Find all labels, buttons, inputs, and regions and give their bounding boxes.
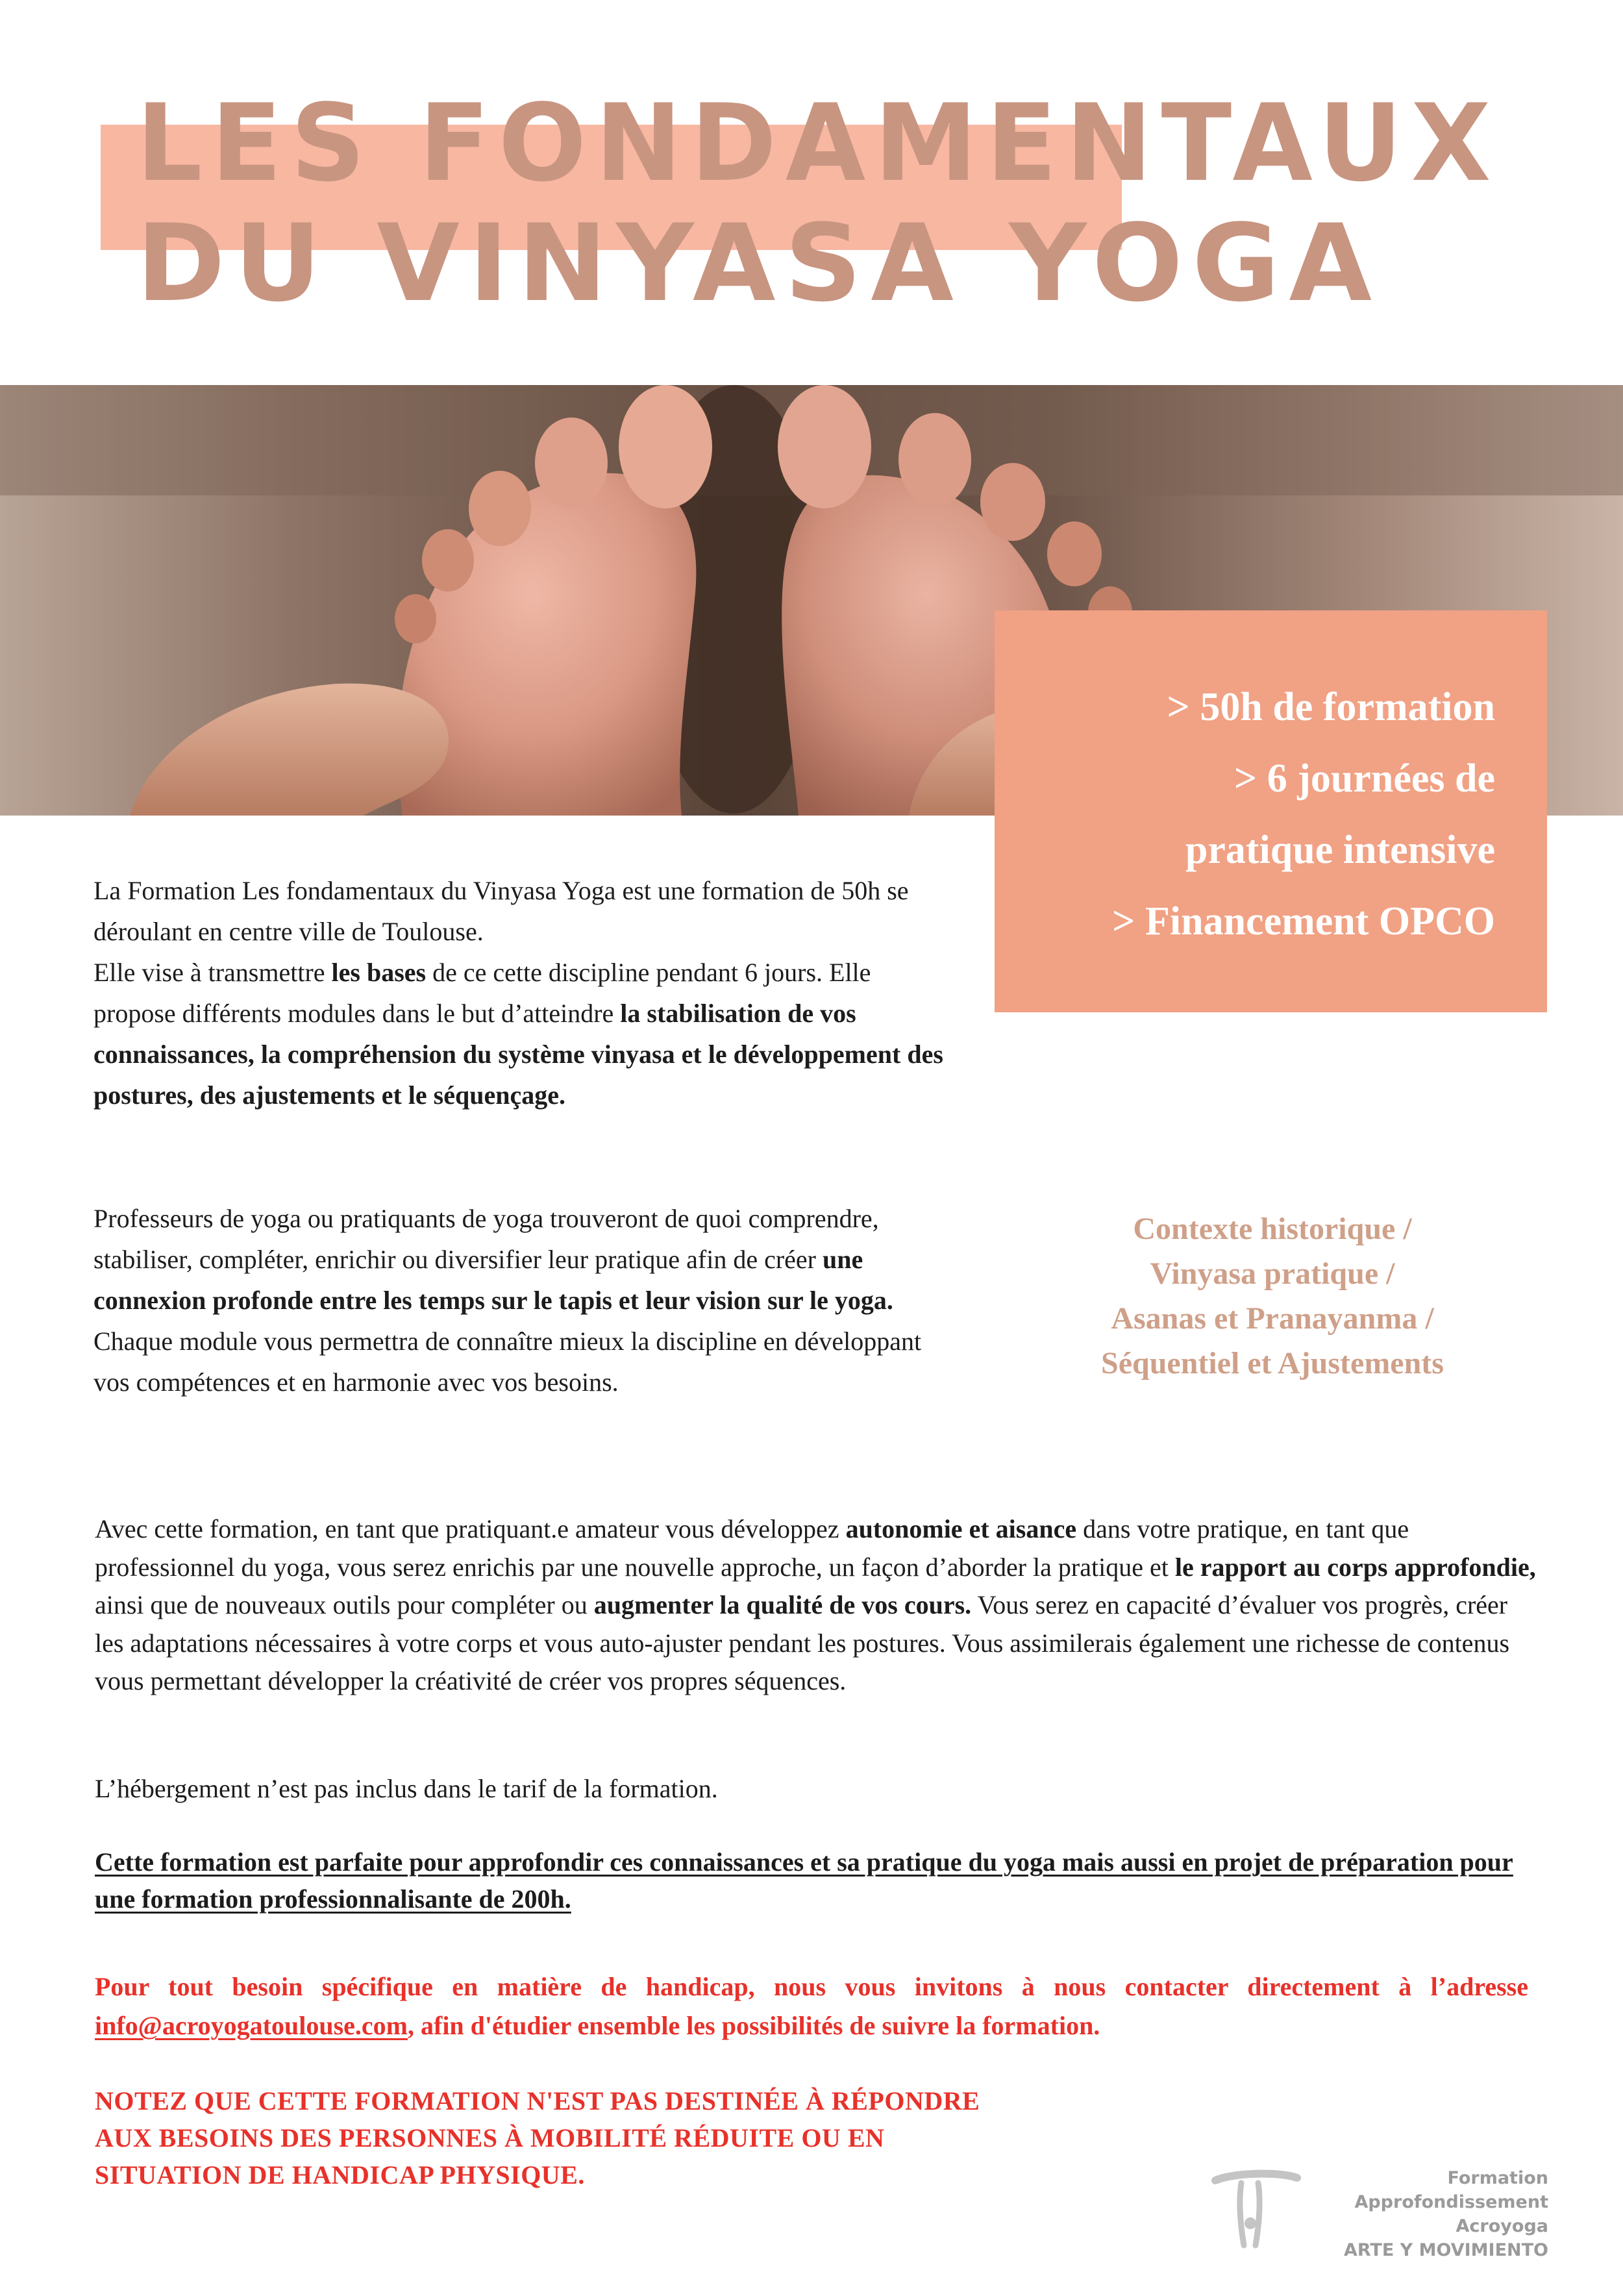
mobility-warning-line: NOTEZ QUE CETTE FORMATION N'EST PAS DESTINÉE À RÉPONDRE: [95, 2086, 980, 2115]
module-item: Asanas et Pranayanma /: [1111, 1301, 1434, 1336]
intro-bold: les bases: [331, 958, 427, 987]
footer-branding: [1298, 2166, 1548, 2262]
highlight-days-cont: pratique intensive: [1185, 828, 1495, 872]
page-title-line-1: LES FONDAMENTAUX: [136, 81, 1500, 205]
purpose-text: Cette formation est parfaite pour approfondir ces connaissances et sa pratique du yoga mais aussi en projet de préparation pour une formation professionnalisante de 200h.: [95, 1847, 1513, 1914]
intro-text: Elle vise à transmettre: [93, 958, 332, 987]
contact-email-link[interactable]: info@acroyogatoulouse.com: [95, 2011, 408, 2040]
arte-y-movimiento-logo-icon: [1208, 2161, 1305, 2258]
audience-paragraph: [93, 1198, 944, 1403]
purpose-statement: [95, 1843, 1542, 1917]
intro-bold: la stabilisation de vos connaissances, la compréhension du système vinyasa et le développement des postures, des ajustements et le séquençage.: [93, 999, 943, 1110]
intro-paragraph: [93, 870, 944, 1116]
module-item: Séquentiel et Ajustements: [1101, 1346, 1444, 1380]
mobility-warning-line: AUX BESOINS DES PERSONNES À MOBILITÉ RÉDUITE OU EN: [95, 2123, 885, 2152]
benefits-text: Vous serez en capacité d’évaluer vos progrès, créer les adaptations nécessaires à votre corps et vous auto-ajuster pendant les postures. Vous assimilerais également une richesse de contenus vous permettant développer la créativité de créer vos propres séquences.: [95, 1590, 1510, 1695]
accommodation-note: L’hébergement n’est pas inclus dans le tarif de la formation.: [95, 1774, 718, 1803]
benefits-bold: le rapport au corps approfondie,: [1174, 1552, 1536, 1582]
audience-bold: une connexion profonde entre les temps sur le tapis et leur vision sur le yoga.: [93, 1245, 893, 1315]
footer-line: Acroyoga: [1456, 2216, 1548, 2236]
mobility-warning-line: SITUATION DE HANDICAP PHYSIQUE.: [95, 2160, 585, 2190]
handicap-text: , afin d'étudier ensemble les possibilités de suivre la formation.: [408, 2011, 1100, 2040]
handicap-text: Pour tout besoin spécifique en matière de handicap, nous vous invitons à nous contacter directement à l’adresse: [95, 1972, 1528, 2001]
page-title-line-2: DU VINYASA YOGA: [136, 201, 1381, 325]
mobility-warning: [95, 2082, 980, 2193]
benefits-paragraph: [95, 1510, 1542, 1701]
highlight-days: > 6 journées de: [1233, 756, 1495, 801]
benefits-bold: autonomie et aisance: [845, 1514, 1077, 1543]
audience-text: Professeurs de yoga ou pratiquants de yoga trouveront de quoi comprendre, stabiliser, compléter, enrichir ou diversifier leur pratique afin de créer: [93, 1204, 879, 1274]
handicap-contact-note: [95, 1967, 1528, 2045]
highlight-funding: > Financement OPCO: [1112, 899, 1495, 943]
modules-list: [974, 1206, 1571, 1386]
audience-text: Chaque module vous permettra de connaître mieux la discipline en développant vos compétences et en harmonie avec vos besoins.: [93, 1327, 922, 1397]
intro-text: La Formation Les fondamentaux du Vinyasa Yoga est une formation de 50h se déroulant en centre ville de Toulouse.: [93, 876, 909, 946]
intro-text: de ce cette discipline pendant 6 jours. Elle propose différents modules dans le but d’atteindre: [93, 958, 871, 1028]
benefits-text: Avec cette formation, en tant que pratiquant.e amateur vous développez: [95, 1514, 846, 1543]
footer-line: Formation: [1447, 2168, 1548, 2188]
benefits-bold: augmenter la qualité de vos cours.: [593, 1590, 972, 1619]
highlight-hours: > 50h de formation: [1167, 685, 1495, 729]
benefits-text: ainsi que de nouveaux outils pour compléter ou: [95, 1590, 594, 1619]
footer-line: ARTE Y MOVIMIENTO: [1343, 2240, 1548, 2260]
footer-line: Approfondissement: [1354, 2192, 1548, 2212]
module-item: Contexte historique /: [1133, 1212, 1412, 1246]
benefits-text: dans votre pratique, en tant que professionnel du yoga, vous serez enrichis par une nouvelle approche, un façon d’aborder la pratique et: [95, 1514, 1409, 1582]
module-item: Vinyasa pratique /: [1150, 1256, 1395, 1291]
training-highlights-box: [995, 610, 1547, 1012]
